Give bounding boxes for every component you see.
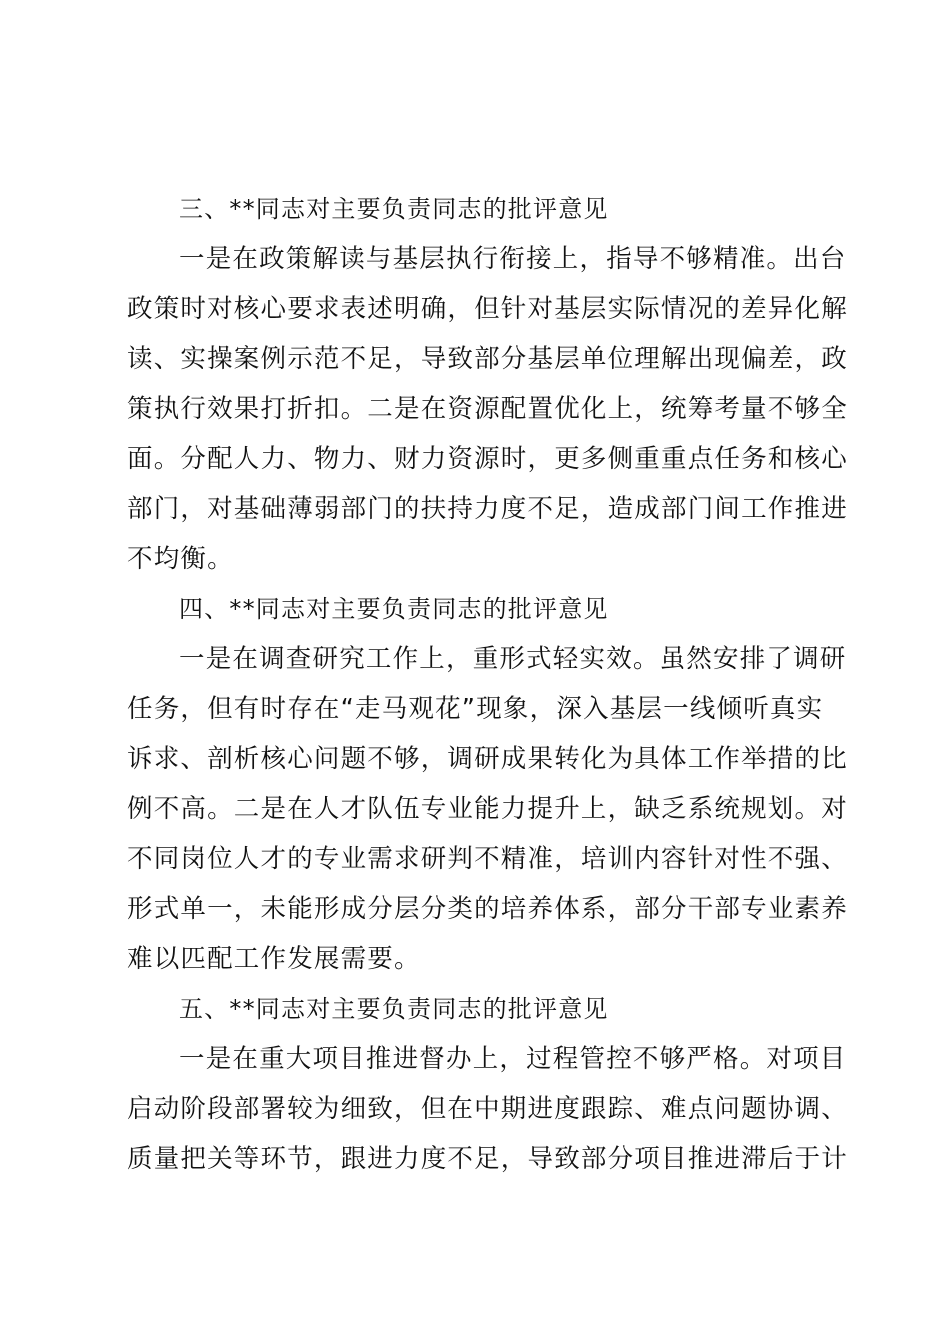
section-4: [127, 584, 848, 984]
section-3: [127, 184, 848, 584]
document-page: [127, 184, 848, 1184]
paragraph-line: 一是在重大项目推进督办上，过程管控不够严格。对项目: [179, 1044, 847, 1074]
paragraph-line: 读、实操案例示范不足，导致部分基层单位理解出现偏差，政: [127, 344, 848, 374]
paragraph-line: 面。分配人力、物力、财力资源时，更多侧重重点任务和核心: [127, 444, 848, 474]
paragraph-line: 不同岗位人才的专业需求研判不精准，培训内容针对性不强、: [127, 844, 848, 874]
paragraph-line: 一是在政策解读与基层执行衔接上，指导不够精准。出台: [179, 244, 847, 274]
paragraph-line: 任务，但有时存在“走马观花”现象，深入基层一线倾听真实: [127, 694, 824, 724]
section-heading: 四、**同志对主要负责同志的批评意见: [179, 595, 609, 623]
paragraph-line: 不均衡。: [127, 544, 234, 574]
paragraph-line: 质量把关等环节，跟进力度不足，导致部分项目推进滞后于计: [127, 1144, 848, 1174]
section-heading: 五、**同志对主要负责同志的批评意见: [179, 995, 609, 1023]
paragraph-line: 诉求、剖析核心问题不够，调研成果转化为具体工作举措的比: [127, 744, 848, 774]
section-heading: 三、**同志对主要负责同志的批评意见: [179, 195, 609, 223]
paragraph-line: 一是在调查研究工作上，重形式轻实效。虽然安排了调研: [179, 644, 847, 674]
paragraph-line: 政策时对核心要求表述明确，但针对基层实际情况的差异化解: [127, 294, 848, 324]
paragraph-line: 例不高。二是在人才队伍专业能力提升上，缺乏系统规划。对: [127, 794, 848, 824]
section-5: [127, 984, 848, 1184]
paragraph-line: 启动阶段部署较为细致，但在中期进度跟踪、难点问题协调、: [127, 1094, 848, 1124]
paragraph-line: 难以匹配工作发展需要。: [127, 944, 421, 974]
paragraph-line: 部门，对基础薄弱部门的扶持力度不足，造成部门间工作推进: [127, 494, 848, 524]
paragraph-line: 策执行效果打折扣。二是在资源配置优化上，统筹考量不够全: [127, 394, 848, 424]
paragraph-line: 形式单一，未能形成分层分类的培养体系，部分干部专业素养: [127, 894, 848, 924]
